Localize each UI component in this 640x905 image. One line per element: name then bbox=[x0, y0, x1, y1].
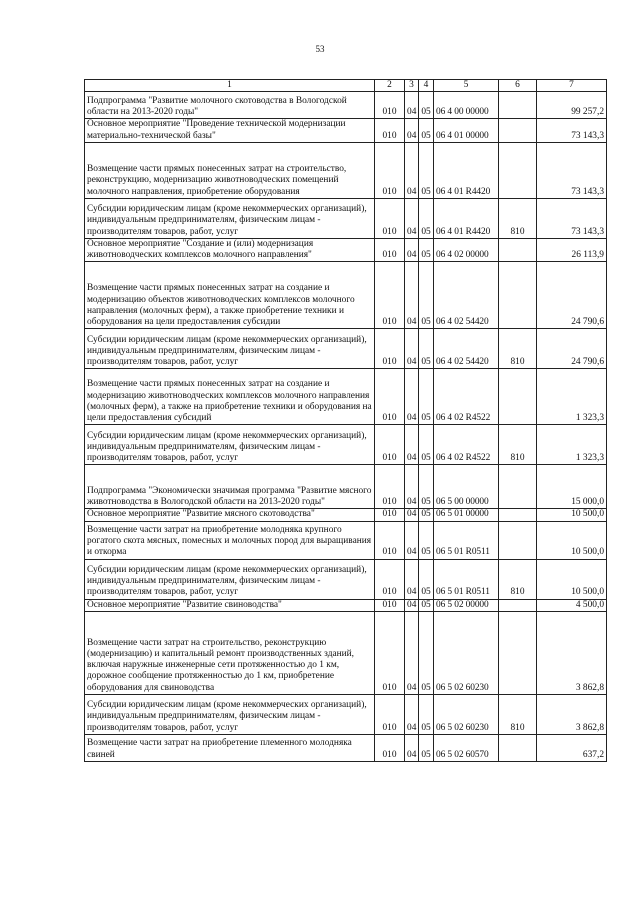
row-target-code: 06 4 02 54420 bbox=[434, 329, 499, 369]
row-gov-code: 010 bbox=[375, 238, 405, 262]
row-gov-code: 010 bbox=[375, 521, 405, 559]
table-row bbox=[85, 329, 607, 369]
row-amount: 4 500,0 bbox=[537, 599, 607, 611]
row-section: 04 bbox=[405, 425, 419, 465]
row-name: Возмещение части прямых понесенных затрат на создание и модернизацию объектов животноводческих комплексов молочного направления (молочных ферм), а также приобретение техники и оборудования на цели предоставления субсидии bbox=[85, 262, 375, 329]
row-section: 04 bbox=[405, 612, 419, 695]
table-row bbox=[85, 142, 607, 198]
row-amount: 73 143,3 bbox=[537, 198, 607, 238]
row-name: Основное мероприятие "Развитие мясного скотоводства" bbox=[85, 509, 375, 521]
row-amount: 637,2 bbox=[537, 735, 607, 762]
row-section: 04 bbox=[405, 735, 419, 762]
row-expense-type bbox=[499, 238, 537, 262]
row-subsection: 05 bbox=[419, 369, 434, 425]
row-target-code: 06 4 02 R4522 bbox=[434, 369, 499, 425]
row-gov-code: 010 bbox=[375, 142, 405, 198]
row-target-code: 06 4 02 00000 bbox=[434, 238, 499, 262]
row-name: Возмещение части затрат на приобретение племенного молодняка свиней bbox=[85, 735, 375, 762]
row-section: 04 bbox=[405, 142, 419, 198]
row-gov-code: 010 bbox=[375, 92, 405, 119]
row-section: 04 bbox=[405, 119, 419, 143]
row-amount: 26 113,9 bbox=[537, 238, 607, 262]
row-name: Субсидии юридическим лицам (кроме некоммерческих организаций), индивидуальным предпринимателям, физическим лицам - производителям товаров, работ, услуг bbox=[85, 198, 375, 238]
row-expense-type bbox=[499, 465, 537, 509]
row-section: 04 bbox=[405, 198, 419, 238]
row-name: Возмещение части затрат на приобретение молодняка крупного рогатого скота мясных, помесных и молочных пород для выращивания и откорма bbox=[85, 521, 375, 559]
row-section: 04 bbox=[405, 521, 419, 559]
row-name: Субсидии юридическим лицам (кроме некоммерческих организаций), индивидуальным предпринимателям, физическим лицам - производителям товаров, работ, услуг bbox=[85, 329, 375, 369]
row-subsection: 05 bbox=[419, 509, 434, 521]
row-name: Субсидии юридическим лицам (кроме некоммерческих организаций), индивидуальным предпринимателям, физическим лицам - производителям товаров, работ, услуг bbox=[85, 559, 375, 599]
row-section: 04 bbox=[405, 599, 419, 611]
row-expense-type: 810 bbox=[499, 559, 537, 599]
row-target-code: 06 5 02 60230 bbox=[434, 612, 499, 695]
row-gov-code: 010 bbox=[375, 329, 405, 369]
row-section: 04 bbox=[405, 369, 419, 425]
row-expense-type bbox=[499, 142, 537, 198]
row-amount: 10 500,0 bbox=[537, 521, 607, 559]
header-col-1: 1 bbox=[85, 80, 375, 92]
row-target-code: 06 5 01 R0511 bbox=[434, 559, 499, 599]
row-subsection: 05 bbox=[419, 559, 434, 599]
row-gov-code: 010 bbox=[375, 262, 405, 329]
row-section: 04 bbox=[405, 465, 419, 509]
table-row bbox=[85, 695, 607, 735]
row-section: 04 bbox=[405, 329, 419, 369]
row-gov-code: 010 bbox=[375, 599, 405, 611]
table-row bbox=[85, 92, 607, 119]
table-row bbox=[85, 119, 607, 143]
row-subsection: 05 bbox=[419, 262, 434, 329]
row-expense-type bbox=[499, 509, 537, 521]
page-number: 53 bbox=[315, 44, 325, 54]
row-gov-code: 010 bbox=[375, 465, 405, 509]
row-gov-code: 010 bbox=[375, 425, 405, 465]
row-subsection: 05 bbox=[419, 119, 434, 143]
row-name: Субсидии юридическим лицам (кроме некоммерческих организаций), индивидуальным предпринимателям, физическим лицам - производителям товаров, работ, услуг bbox=[85, 425, 375, 465]
row-gov-code: 010 bbox=[375, 735, 405, 762]
table-header-row bbox=[85, 80, 607, 92]
table-row bbox=[85, 465, 607, 509]
row-section: 04 bbox=[405, 509, 419, 521]
row-expense-type bbox=[499, 262, 537, 329]
row-amount: 99 257,2 bbox=[537, 92, 607, 119]
table-row bbox=[85, 612, 607, 695]
row-expense-type bbox=[499, 369, 537, 425]
row-target-code: 06 4 02 54420 bbox=[434, 262, 499, 329]
row-gov-code: 010 bbox=[375, 119, 405, 143]
budget-table bbox=[84, 79, 607, 762]
row-name: Основное мероприятие "Создание и (или) модернизация животноводческих комплексов молочного направления" bbox=[85, 238, 375, 262]
row-subsection: 05 bbox=[419, 521, 434, 559]
row-target-code: 06 5 02 60230 bbox=[434, 695, 499, 735]
row-gov-code: 010 bbox=[375, 509, 405, 521]
row-target-code: 06 4 02 R4522 bbox=[434, 425, 499, 465]
row-subsection: 05 bbox=[419, 599, 434, 611]
row-amount: 10 500,0 bbox=[537, 559, 607, 599]
table-row bbox=[85, 262, 607, 329]
row-subsection: 05 bbox=[419, 612, 434, 695]
header-col-5: 5 bbox=[434, 80, 499, 92]
row-subsection: 05 bbox=[419, 238, 434, 262]
row-target-code: 06 4 01 R4420 bbox=[434, 142, 499, 198]
row-gov-code: 010 bbox=[375, 612, 405, 695]
row-target-code: 06 4 01 00000 bbox=[434, 119, 499, 143]
row-name: Возмещение части прямых понесенных затрат на создание и модернизацию животноводческих комплексов молочного направления (молочных ферм), а также на приобретение техники и оборудования на цели предоставления субсидий bbox=[85, 369, 375, 425]
row-subsection: 05 bbox=[419, 425, 434, 465]
row-name: Подпрограмма "Экономически значимая программа "Развитие мясного животноводства в Вологодской области на 2013-2020 годы" bbox=[85, 465, 375, 509]
row-name: Основное мероприятие "Проведение технической модернизации материально-технической базы" bbox=[85, 119, 375, 143]
row-amount: 3 862,8 bbox=[537, 612, 607, 695]
table-row bbox=[85, 425, 607, 465]
row-amount: 24 790,6 bbox=[537, 262, 607, 329]
row-target-code: 06 5 02 60570 bbox=[434, 735, 499, 762]
row-subsection: 05 bbox=[419, 92, 434, 119]
row-subsection: 05 bbox=[419, 735, 434, 762]
row-expense-type bbox=[499, 92, 537, 119]
row-section: 04 bbox=[405, 559, 419, 599]
row-gov-code: 010 bbox=[375, 198, 405, 238]
header-col-2: 2 bbox=[375, 80, 405, 92]
row-expense-type bbox=[499, 119, 537, 143]
table-row bbox=[85, 509, 607, 521]
row-target-code: 06 4 00 00000 bbox=[434, 92, 499, 119]
table-row bbox=[85, 559, 607, 599]
row-gov-code: 010 bbox=[375, 559, 405, 599]
row-name: Возмещение части прямых понесенных затрат на строительство, реконструкцию, модернизацию животноводческих помещений молочного направления, приобретение оборудования bbox=[85, 142, 375, 198]
row-name: Субсидии юридическим лицам (кроме некоммерческих организаций), индивидуальным предпринимателям, физическим лицам - производителям товаров, работ, услуг bbox=[85, 695, 375, 735]
row-amount: 3 862,8 bbox=[537, 695, 607, 735]
row-section: 04 bbox=[405, 695, 419, 735]
row-subsection: 05 bbox=[419, 695, 434, 735]
table-row bbox=[85, 735, 607, 762]
table-row bbox=[85, 369, 607, 425]
table-row bbox=[85, 521, 607, 559]
row-subsection: 05 bbox=[419, 198, 434, 238]
row-target-code: 06 5 01 00000 bbox=[434, 509, 499, 521]
row-amount: 24 790,6 bbox=[537, 329, 607, 369]
row-amount: 10 500,0 bbox=[537, 509, 607, 521]
header-col-3: 3 bbox=[405, 80, 419, 92]
row-amount: 1 323,3 bbox=[537, 425, 607, 465]
row-expense-type bbox=[499, 521, 537, 559]
row-name: Подпрограмма "Развитие молочного скотоводства в Вологодской области на 2013-2020 годы" bbox=[85, 92, 375, 119]
row-gov-code: 010 bbox=[375, 369, 405, 425]
row-expense-type: 810 bbox=[499, 198, 537, 238]
row-name: Основное мероприятие "Развитие свиноводства" bbox=[85, 599, 375, 611]
row-expense-type bbox=[499, 735, 537, 762]
row-expense-type: 810 bbox=[499, 695, 537, 735]
row-expense-type bbox=[499, 599, 537, 611]
table-row bbox=[85, 198, 607, 238]
row-subsection: 05 bbox=[419, 329, 434, 369]
table-row bbox=[85, 238, 607, 262]
row-section: 04 bbox=[405, 92, 419, 119]
header-col-7: 7 bbox=[537, 80, 607, 92]
row-target-code: 06 5 00 00000 bbox=[434, 465, 499, 509]
row-gov-code: 010 bbox=[375, 695, 405, 735]
row-section: 04 bbox=[405, 238, 419, 262]
row-amount: 1 323,3 bbox=[537, 369, 607, 425]
table-row bbox=[85, 599, 607, 611]
row-name: Возмещение части затрат на строительство, реконструкцию (модернизацию) и капитальный ремонт производственных зданий, включая наружные инженерные сети протяженностью до 1 км, дорожное сообщение протяженностью до 1 км, приобретение оборудования для свиноводства bbox=[85, 612, 375, 695]
row-amount: 73 143,3 bbox=[537, 119, 607, 143]
row-subsection: 05 bbox=[419, 142, 434, 198]
header-col-6: 6 bbox=[499, 80, 537, 92]
row-section: 04 bbox=[405, 262, 419, 329]
row-expense-type bbox=[499, 612, 537, 695]
row-target-code: 06 5 01 R0511 bbox=[434, 521, 499, 559]
row-subsection: 05 bbox=[419, 465, 434, 509]
row-target-code: 06 5 02 00000 bbox=[434, 599, 499, 611]
header-col-4: 4 bbox=[419, 80, 434, 92]
row-amount: 73 143,3 bbox=[537, 142, 607, 198]
row-target-code: 06 4 01 R4420 bbox=[434, 198, 499, 238]
row-expense-type: 810 bbox=[499, 329, 537, 369]
row-amount: 15 000,0 bbox=[537, 465, 607, 509]
row-expense-type: 810 bbox=[499, 425, 537, 465]
